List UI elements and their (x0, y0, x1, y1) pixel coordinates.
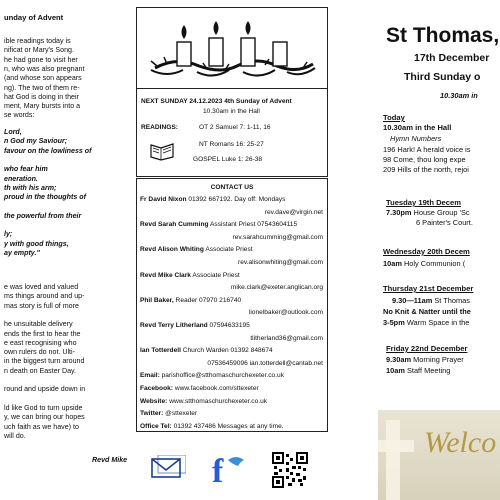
reflection-line: ends the first to hear the (4, 329, 81, 338)
contact-detail: www.facebook.com/sttexeter (172, 385, 259, 392)
contact-name: Revd Terry Litherland (140, 322, 208, 329)
next-sunday-line: NEXT SUNDAY 24.12.2023 4th Sunday of Advent (141, 98, 292, 105)
contact-name: Email: (140, 372, 160, 380)
wednesday-time: 10am (383, 259, 402, 268)
readings-panel (136, 88, 328, 177)
contact-detail: @sttexeter (163, 410, 198, 418)
tuesday-label: Tuesday 19th Decem (386, 198, 461, 207)
contact-email[interactable]: mike.clark@exeter.anglican.org (230, 284, 323, 292)
contact-email[interactable]: lionelbaker@outlook.com (248, 309, 323, 317)
friday-event-1 (386, 355, 464, 364)
contact-line (140, 272, 240, 279)
contact-line (140, 372, 284, 379)
contact-line (140, 347, 273, 354)
hymn-3: 209 Hills of the north, rejoi (383, 165, 469, 174)
reflection-line: mas story is full of more (4, 301, 79, 310)
reflection-line: round and upside down in (4, 385, 86, 394)
reflection-line: (and whose son appears (4, 74, 82, 83)
advent-reflection-column (0, 0, 132, 500)
friday-time-1: 9.30am (386, 355, 412, 364)
contact-detail: 01392 667192. Day off: Mondays (186, 196, 286, 203)
qr-code-icon[interactable] (272, 452, 308, 488)
reflection-line: n, who was also pregnant (4, 64, 85, 73)
contact-name: Website: (140, 397, 168, 405)
tuesday-event (386, 208, 470, 217)
today-time: 10.30am in the Hall (383, 123, 452, 132)
contact-line (207, 360, 323, 367)
contacts-heading: CONTACT US (210, 184, 254, 191)
thursday-event-1 (392, 296, 470, 305)
contact-line (140, 385, 259, 392)
church-title: St Thomas, (386, 24, 500, 47)
magnificat-line: n God my Saviour; (4, 137, 68, 146)
contact-name: Ian Totterdell (140, 347, 181, 355)
svg-text:f: f (212, 453, 224, 486)
contact-name: Office Tel: (140, 422, 172, 430)
reflection-line: ld like God to turn upside (4, 403, 83, 412)
reflection-line: uch faith as we have) to (4, 422, 79, 431)
friday-label: Friday 22nd December (386, 344, 468, 353)
facebook-icon[interactable] (204, 452, 250, 486)
email-icon[interactable] (150, 455, 186, 481)
reflection-line: hat God is doing in their (4, 92, 79, 101)
reflection-line: he had gone to visit her (4, 55, 78, 64)
thursday-event-2 (383, 318, 469, 327)
contact-line (140, 297, 241, 304)
magnificat-line: proud in the thoughts of (4, 193, 86, 202)
next-sunday-venue: 10.30am in the Hall (203, 108, 260, 115)
reflection-line: se words: (4, 111, 35, 120)
contact-name: Fr David Nixon (140, 196, 187, 203)
service-sunday: Third Sunday o (404, 71, 481, 83)
thursday-label: Thursday 21st December (383, 284, 474, 293)
contact-email[interactable]: 07536459096 ian.totterdell@cantab.net (207, 359, 323, 367)
reading-ot: OT 2 Samuel 7: 1-11, 16 (199, 124, 271, 131)
contact-name: Revd Sarah Cumming (140, 221, 209, 229)
magnificat-line: Lord, (4, 128, 22, 136)
tuesday-time: 7.30pm (386, 208, 412, 217)
contact-line (265, 209, 323, 216)
contact-line (140, 322, 250, 329)
contact-detail: 07594633195 (207, 322, 250, 329)
contact-name: Twitter: (140, 410, 164, 418)
reflection-line: n death on Easter Day. (4, 366, 77, 375)
reflection-line: ment, Mary bursts into a (4, 102, 81, 111)
today-label: Today (383, 113, 405, 122)
contact-line (231, 284, 323, 291)
contact-name: Facebook: (140, 385, 173, 392)
friday-text-2: Staff Meeting (404, 366, 451, 375)
bible-icon (149, 139, 175, 161)
contact-email[interactable]: rev.alisonwhiting@gmail.com (238, 259, 323, 266)
reflection-heading: unday of Advent (4, 13, 64, 22)
magnificat-line: favour on the lowliness of (4, 146, 92, 155)
contact-detail: parishoffice@stthomaschurchexeter.co.uk (159, 372, 285, 380)
hymn-2: 98 Come, thou long expe (383, 155, 466, 164)
contact-email[interactable]: tlitherland36@gmail.com (250, 334, 323, 342)
friday-time-2: 10am (386, 366, 405, 375)
magnificat-line: y with good things, (4, 239, 69, 248)
tuesday-location: 6 Painter's Court. (416, 218, 473, 227)
reflection-line: ng). The two of them re- (4, 83, 80, 92)
magnificat-line: ly; (4, 230, 13, 239)
wednesday-event (383, 259, 465, 268)
contact-line (140, 423, 284, 430)
magnificat-line: eneration. (4, 174, 38, 183)
friday-event-2 (386, 366, 450, 375)
reading-nt: NT Romans 16: 25-27 (199, 141, 264, 148)
contact-detail: Assistant Priest 07543604115 (208, 221, 298, 229)
reflection-line: he unsuitable delivery (4, 320, 73, 329)
friday-text-1: Morning Prayer (411, 355, 464, 364)
thursday-time: 9.30—11am (392, 296, 433, 305)
reflection-line: ible readings today is (4, 37, 71, 45)
reflection-line: e east recognising who (4, 338, 77, 347)
contact-line (233, 234, 323, 241)
contact-detail: Associate Priest (203, 246, 253, 254)
hymn-1: 196 Hark! A herald voice is (383, 145, 471, 154)
magnificat-line: ay empty." (4, 248, 40, 257)
contact-line (140, 398, 267, 405)
thursday-time-2: 3-5pm (383, 318, 405, 327)
thursday-text-2: Warm Space in the (404, 318, 470, 327)
advent-candles-illustration (136, 7, 328, 89)
contact-line (238, 259, 323, 266)
readings-label: READINGS: (141, 124, 178, 131)
magnificat-line: th with his arm; (4, 183, 57, 192)
reflection-line: e was loved and valued (4, 283, 79, 291)
service-date: 17th December (414, 52, 490, 64)
hymns-label: Hymn Numbers (390, 134, 442, 143)
contact-email[interactable]: rev.sarahcumming@gmail.com (232, 233, 323, 241)
contact-line (140, 410, 197, 417)
advent-wreath-icon (137, 8, 327, 88)
contact-name: Revd Alison Whiting (140, 246, 204, 254)
contact-us-panel (136, 178, 328, 432)
service-time: 10.30am in (440, 91, 478, 100)
reflection-signature: Revd Mike (92, 456, 128, 464)
magnificat-line: the powerful from their (4, 211, 82, 220)
contact-detail: Church Warden 01392 848674 (180, 347, 273, 355)
reflection-line: nificat or Mary's Song. (4, 46, 74, 55)
middle-column (136, 0, 328, 500)
reading-gospel: GOSPEL Luke 1: 26-38 (193, 156, 263, 163)
wednesday-label: Wednesday 20th Decem (383, 247, 470, 256)
reflection-line: y, we can bring our hopes (4, 413, 85, 422)
reflection-line: in the biggest turn around (4, 357, 85, 366)
reflection-line: will do. (4, 431, 26, 440)
reflection-line: own rulers do not. Ulti- (4, 348, 75, 357)
tuesday-text: House Group 'Sc (411, 208, 470, 217)
reflection-line: ms things around and up- (4, 292, 85, 301)
contact-name: Revd Mike Clark (140, 271, 191, 279)
service-sheet-column (378, 0, 500, 500)
contact-line (140, 196, 285, 203)
welcome-text: Welco (424, 426, 497, 459)
contact-detail: Associate Priest (190, 271, 240, 279)
thursday-text: St Thomas (432, 296, 470, 305)
wednesday-text: Holy Communion ( (401, 259, 466, 268)
thursday-notice: No Knit & Natter until the (383, 307, 471, 316)
magnificat-line: who fear him (4, 165, 48, 174)
contact-email[interactable]: rev.dave@virgin.net (264, 208, 323, 216)
contact-line (249, 309, 323, 316)
contact-name: Phil Baker, (140, 296, 174, 304)
contact-line (140, 246, 253, 253)
contact-detail: www.stthomaschurchexeter.co.uk (167, 397, 268, 405)
contact-line (250, 335, 323, 342)
contact-detail: Reader 07970 216740 (173, 296, 242, 304)
contact-line (140, 221, 297, 228)
contact-detail: 01392 437486 Messages at any time. (171, 422, 284, 430)
welcome-banner (378, 410, 500, 500)
